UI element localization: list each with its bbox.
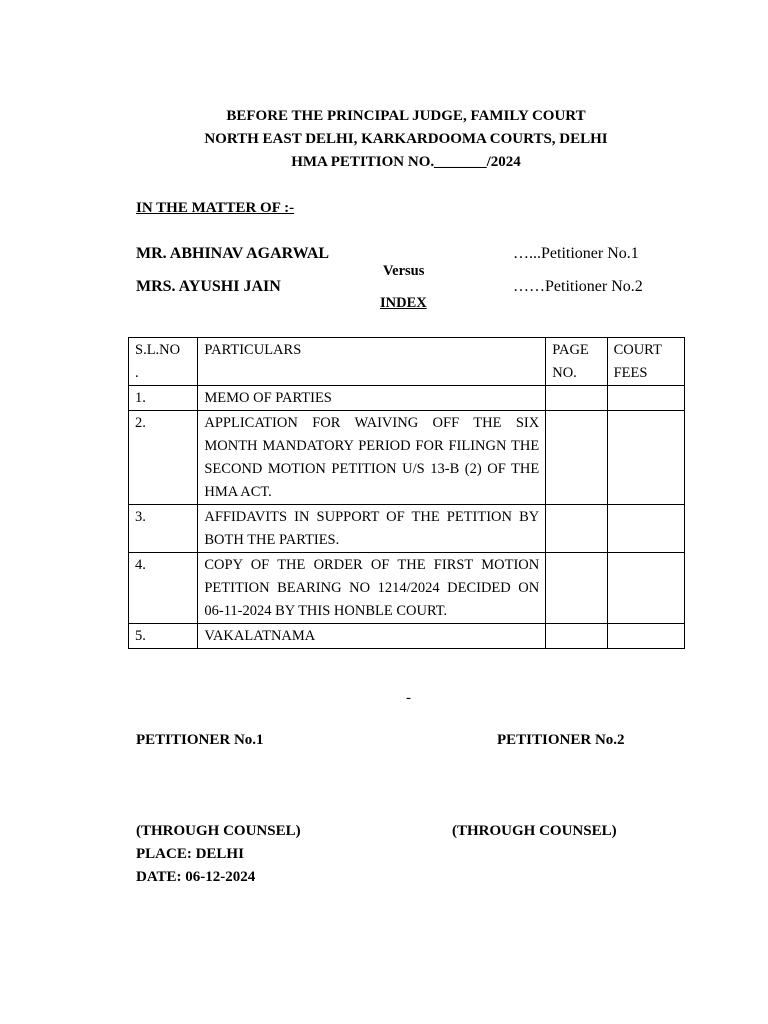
- row-page-no: [546, 553, 607, 624]
- row-slno: 1.: [129, 386, 198, 411]
- index-title: INDEX: [380, 295, 427, 311]
- row-page-no: [546, 386, 607, 411]
- row-slno: 3.: [129, 505, 198, 553]
- date-label: DATE: 06-12-2024: [136, 869, 256, 885]
- row-court-fees: [607, 411, 684, 505]
- table-row: [129, 386, 685, 411]
- petition-number: HMA PETITION NO._______/2024: [291, 154, 521, 170]
- separator-dash: -: [406, 690, 411, 706]
- row-court-fees: [607, 553, 684, 624]
- court-header-line2: NORTH EAST DELHI, KARKARDOOMA COURTS, DELHI: [204, 131, 608, 147]
- row-court-fees: [607, 624, 684, 649]
- header-particulars: PARTICULARS: [198, 338, 546, 386]
- row-slno: 4.: [129, 553, 198, 624]
- row-page-no: [546, 624, 607, 649]
- petitioner1-role: …...Petitioner No.1: [513, 245, 639, 262]
- table-row: [129, 624, 685, 649]
- counsel1-label: (THROUGH COUNSEL): [136, 823, 301, 839]
- table-row: [129, 553, 685, 624]
- table-row: [129, 505, 685, 553]
- row-particulars: AFFIDAVITS IN SUPPORT OF THE PETITION BY BOTH THE PARTIES.: [198, 505, 546, 553]
- petitioner1-name: MR. ABHINAV AGARWAL: [136, 245, 330, 262]
- petitioner2-name: MRS. AYUSHI JAIN: [136, 278, 281, 295]
- table-header-row: [129, 338, 685, 386]
- row-page-no: [546, 505, 607, 553]
- row-particulars: MEMO OF PARTIES: [198, 386, 546, 411]
- index-table: [128, 337, 685, 649]
- versus-label: Versus: [383, 263, 425, 279]
- header-slno: S.L.NO .: [129, 338, 198, 386]
- row-page-no: [546, 411, 607, 505]
- row-slno: 2.: [129, 411, 198, 505]
- petitioner2-role: ……Petitioner No.2: [513, 278, 643, 295]
- counsel2-label: (THROUGH COUNSEL): [452, 823, 617, 839]
- row-court-fees: [607, 505, 684, 553]
- row-particulars: APPLICATION FOR WAIVING OFF THE SIX MONTH MANDATORY PERIOD FOR FILINGN THE SECOND MOTION PETITION U/S 13-B (2) OF THE HMA ACT.: [198, 411, 546, 505]
- matter-label: IN THE MATTER OF :-: [136, 200, 295, 216]
- header-court-fees: COURT FEES: [607, 338, 684, 386]
- row-particulars: VAKALATNAMA: [198, 624, 546, 649]
- table-row: [129, 411, 685, 505]
- petitioner1-signature-label: PETITIONER No.1: [136, 732, 264, 748]
- row-particulars: COPY OF THE ORDER OF THE FIRST MOTION PETITION BEARING NO 1214/2024 DECIDED ON 06-11-2024 BY THIS HONBLE COURT.: [198, 553, 546, 624]
- petitioner2-signature-label: PETITIONER No.2: [497, 732, 625, 748]
- place-label: PLACE: DELHI: [136, 846, 244, 862]
- court-header-line1: BEFORE THE PRINCIPAL JUDGE, FAMILY COURT: [226, 108, 586, 124]
- header-page-no: PAGE NO.: [546, 338, 607, 386]
- row-court-fees: [607, 386, 684, 411]
- row-slno: 5.: [129, 624, 198, 649]
